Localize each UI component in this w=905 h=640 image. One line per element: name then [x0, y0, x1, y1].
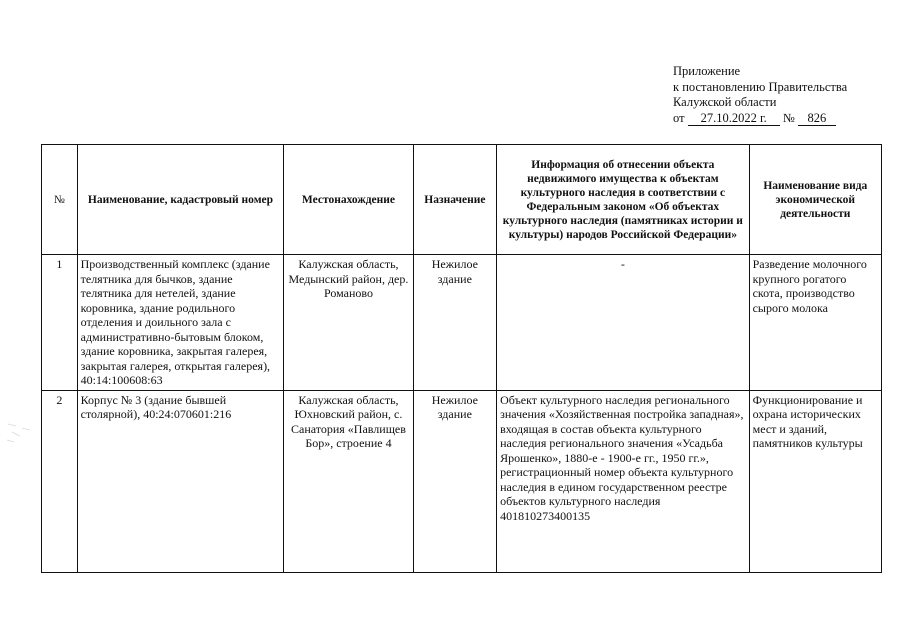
row-location: Калужская область, Юхновский район, с. Санатория «Павлищев Бор», строение 4: [284, 390, 413, 573]
row-activity: Функционирование и охрана исторических мест и зданий, памятников культуры: [749, 390, 881, 573]
row-number: 2: [42, 390, 78, 573]
appendix-region: Калужской области: [673, 95, 777, 109]
from-label: от: [673, 110, 685, 125]
header-num: №: [42, 145, 78, 255]
resolution-number: 826: [798, 112, 836, 126]
table-row: [42, 255, 882, 391]
table-row: [42, 390, 882, 573]
row-purpose: Нежилое здание: [413, 255, 496, 391]
appendix-resolution: к постановлению Правительства: [673, 79, 848, 94]
property-table: [41, 144, 882, 573]
appendix-date-line: [673, 111, 847, 127]
table-header-row: [42, 145, 882, 255]
row-heritage: Объект культурного наследия регионального значения «Хозяйственная постройка западная», входящая в состав объекта культурного наследия регионального значения «Усадьба Ярошенко», 1880-е - 1900-е гг., 1950 гг.», регистрационный номер объекта культурного наследия в едином государственном реестре объектов культурного наследия 401810273400135: [497, 390, 750, 573]
header-heritage: Информация об отнесении объекта недвижимого имущества к объектам культурного наследия в соответствии с Федеральным законом «Об объектах культурного наследия (памятниках истории и культуры) народов Российской Федерации»: [497, 145, 750, 255]
row-activity: Разведение молочного крупного рогатого скота, производство сырого молока: [749, 255, 881, 391]
header-name: Наименование, кадастровый номер: [77, 145, 284, 255]
row-name: Производственный комплекс (здание телятника для бычков, здание телятника для нетелей, здание коровника, здание родильного отделения и доильного зала с административно-бытовым блоком, здание коровника, закрытая галерея, закрытая галерея, открытая галерея), 40:14:100608:63: [77, 255, 284, 391]
appendix-title: Приложение: [673, 64, 741, 78]
row-location: Калужская область, Медынский район, дер. Романово: [284, 255, 413, 391]
header-activity: Наименование вида экономической деятельности: [749, 145, 881, 255]
number-label: №: [782, 110, 795, 125]
resolution-date: 27.10.2022 г.: [688, 112, 780, 126]
header-purpose: Назначение: [413, 145, 496, 255]
header-location: Местонахождение: [284, 145, 413, 255]
row-name: Корпус № 3 (здание бывшей столярной), 40:24:070601:216: [77, 390, 284, 573]
row-heritage: -: [497, 255, 750, 391]
appendix-block: [673, 64, 847, 126]
row-purpose: Нежилое здание: [413, 390, 496, 573]
scan-smudge: [4, 418, 38, 448]
row-number: 1: [42, 255, 78, 391]
